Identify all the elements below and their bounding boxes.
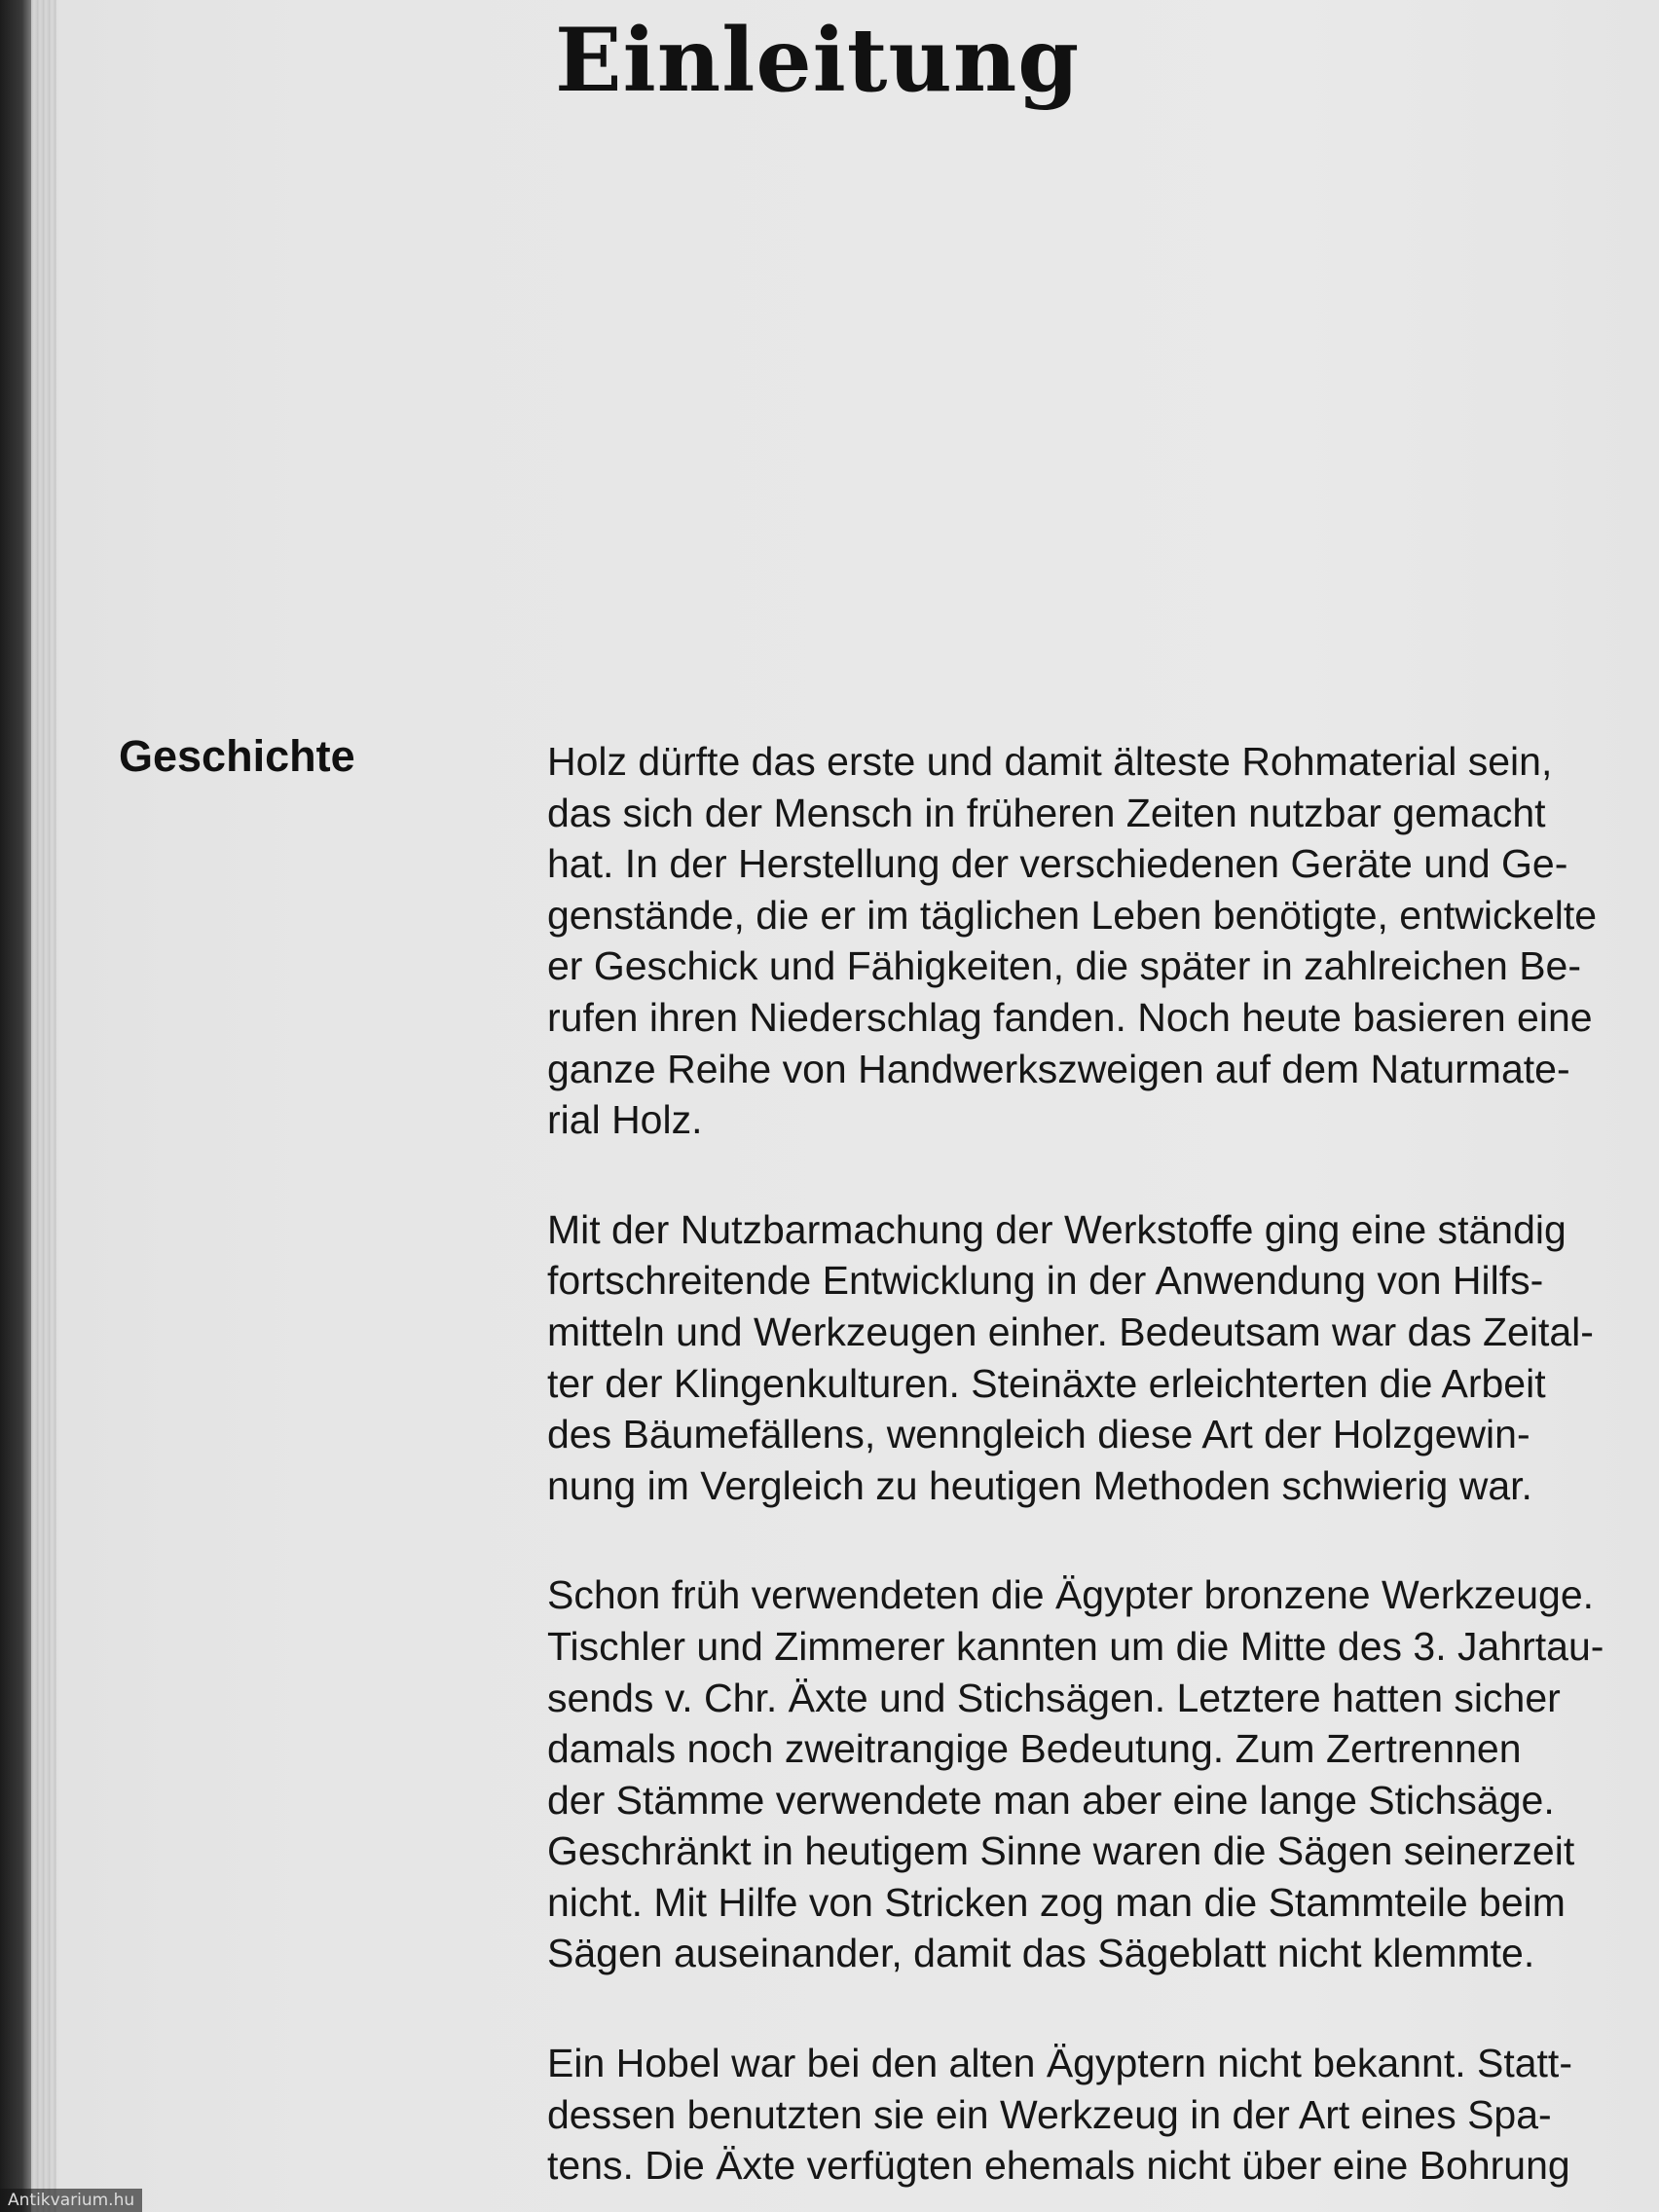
paragraph-2	[547, 1204, 1659, 1512]
body-text-column	[547, 736, 1659, 2212]
book-page	[31, 0, 1659, 2212]
section-heading: Geschichte	[119, 731, 355, 781]
text-line: tens. Die Äxte verfügten ehemals nicht über eine Bohrung	[547, 2143, 1570, 2189]
text-line: hat. In der Herstellung der verschiedenen Geräte und Ge-	[547, 841, 1568, 887]
paragraph-3	[547, 1569, 1659, 1979]
text-line: rufen ihren Niederschlag fanden. Noch heute basieren eine	[547, 994, 1593, 1040]
text-line: Sägen auseinander, damit das Sägeblatt nicht klemmte.	[547, 1931, 1535, 1976]
text-line: Tischler und Zimmerer kannten um die Mitte des 3. Jahrtau-	[547, 1623, 1604, 1669]
page-edge	[31, 0, 56, 2212]
page-title: Einleitung	[555, 9, 1081, 112]
text-line: dessen benutzten sie ein Werkzeug in der Art eines Spa-	[547, 2091, 1552, 2137]
text-line: genstände, die er im täglichen Leben benötigte, entwickelte	[547, 892, 1598, 938]
text-line: das sich der Mensch in früheren Zeiten nutzbar gemacht	[547, 790, 1546, 835]
text-line: nicht. Mit Hilfe von Stricken zog man die Stammteile beim	[547, 1879, 1566, 1925]
paragraph-1	[547, 736, 1659, 1146]
text-line: des Bäumefällens, wenngleich diese Art der Holzgewin-	[547, 1412, 1530, 1457]
paragraph-4	[547, 2038, 1659, 2192]
text-line: Geschränkt in heutigem Sinne waren die Sägen seinerzeit	[547, 1828, 1575, 1874]
watermark: Antikvarium.hu	[0, 2189, 142, 2212]
book-spine-shadow	[0, 0, 31, 2212]
text-line: rial Holz.	[547, 1097, 703, 1143]
text-line: Mit der Nutzbarmachung der Werkstoffe ging eine ständig	[547, 1206, 1567, 1252]
text-line: ter der Klingenkulturen. Steinäxte erleichterten die Arbeit	[547, 1360, 1546, 1406]
text-line: sends v. Chr. Äxte und Stichsägen. Letztere hatten sicher	[547, 1675, 1561, 1720]
text-line: ganze Reihe von Handwerkszweigen auf dem Naturmate-	[547, 1046, 1570, 1091]
text-line: mitteln und Werkzeugen einher. Bedeutsam war das Zeital-	[547, 1309, 1594, 1354]
text-line: Schon früh verwendeten die Ägypter bronzene Werkzeuge.	[547, 1572, 1595, 1618]
text-line: nung im Vergleich zu heutigen Methoden schwierig war.	[547, 1462, 1532, 1508]
text-line: Ein Hobel war bei den alten Ägyptern nicht bekannt. Statt-	[547, 2041, 1572, 2086]
text-line: der Stämme verwendete man aber eine lange Stichsäge.	[547, 1777, 1555, 1823]
text-line: Holz dürfte das erste und damit älteste Rohmaterial sein,	[547, 739, 1553, 784]
text-line: fortschreitende Entwicklung in der Anwendung von Hilfs-	[547, 1258, 1544, 1304]
text-line: er Geschick und Fähigkeiten, die später in zahlreichen Be-	[547, 943, 1582, 989]
text-line: damals noch zweitrangige Bedeutung. Zum Zertrennen	[547, 1726, 1522, 1772]
